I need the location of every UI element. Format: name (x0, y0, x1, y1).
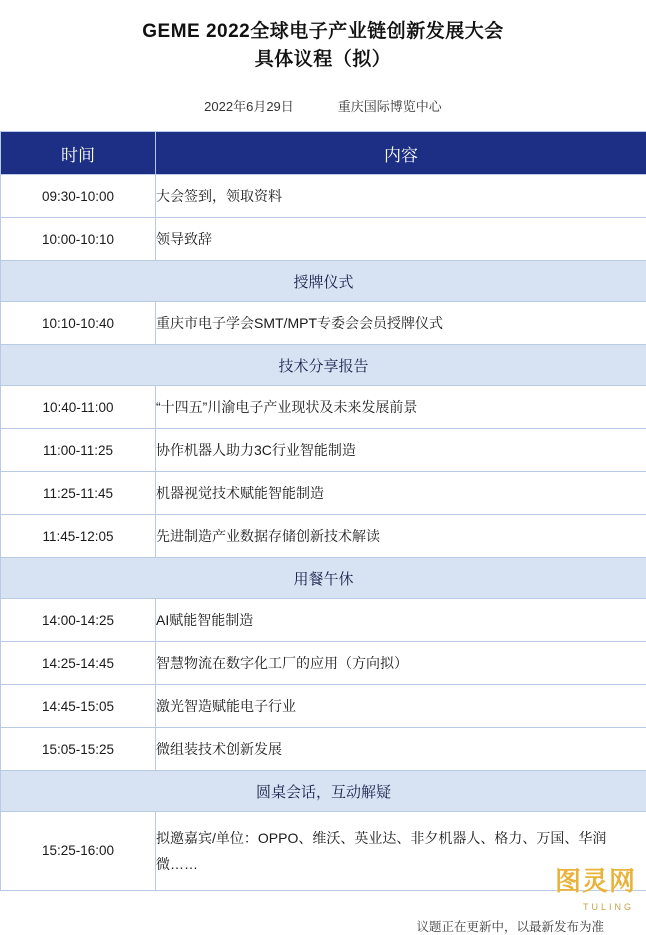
table-row (1, 642, 646, 685)
row-time: 11:25-11:45 (1, 472, 156, 515)
table-row (1, 812, 646, 891)
table-body (1, 175, 646, 891)
table-row (1, 218, 646, 261)
row-content: 协作机器人助力3C行业智能制造 (156, 429, 646, 472)
row-time: 09:30-10:00 (1, 175, 156, 218)
row-content: 大会签到，领取资料 (156, 175, 646, 218)
row-content: 先进制造产业数据存储创新技术解读 (156, 515, 646, 558)
row-time: 15:05-15:25 (1, 728, 156, 771)
agenda-table (0, 131, 646, 891)
row-time: 14:45-15:05 (1, 685, 156, 728)
section-row (1, 558, 646, 599)
event-date: 2022年6月29日 (204, 96, 294, 115)
row-content: 重庆市电子学会SMT/MPT专委会会员授牌仪式 (156, 302, 646, 345)
section-row (1, 771, 646, 812)
row-content: 激光智造赋能电子行业 (156, 685, 646, 728)
row-content: 拟邀嘉宾/单位：OPPO、维沃、英业达、非夕机器人、格力、万国、华润微…… (156, 812, 646, 891)
table-row (1, 599, 646, 642)
row-time: 14:25-14:45 (1, 642, 156, 685)
column-header-time: 时间 (1, 132, 156, 175)
footer-note: 议题正在更新中，以最新发布为准 (0, 917, 646, 935)
watermark-subtext: TULING (583, 902, 634, 912)
table-row (1, 472, 646, 515)
row-content: 微组装技术创新发展 (156, 728, 646, 771)
row-time: 15:25-16:00 (1, 812, 156, 891)
section-title: 圆桌会话，互动解疑 (1, 771, 646, 812)
table-row (1, 386, 646, 429)
row-time: 14:00-14:25 (1, 599, 156, 642)
section-title: 授牌仪式 (1, 261, 646, 302)
table-row (1, 429, 646, 472)
table-row (1, 515, 646, 558)
table-header (1, 132, 646, 175)
table-header-row (1, 132, 646, 175)
row-time: 11:45-12:05 (1, 515, 156, 558)
column-header-content: 内容 (156, 132, 646, 175)
row-content: 机器视觉技术赋能智能制造 (156, 472, 646, 515)
table-row (1, 175, 646, 218)
watermark-text: 图灵网 (555, 861, 636, 898)
table-row (1, 728, 646, 771)
row-content: 领导致辞 (156, 218, 646, 261)
event-meta (30, 96, 616, 115)
page-title-line1: GEME 2022全球电子产业链创新发展大会 (30, 18, 616, 46)
event-venue: 重庆国际博览中心 (338, 96, 442, 115)
section-title: 技术分享报告 (1, 345, 646, 386)
row-content: “十四五”川渝电子产业现状及未来发展前景 (156, 386, 646, 429)
row-time: 10:10-10:40 (1, 302, 156, 345)
row-content: 智慧物流在数字化工厂的应用（方向拟） (156, 642, 646, 685)
section-row (1, 261, 646, 302)
table-row (1, 685, 646, 728)
document-header (0, 0, 646, 115)
section-row (1, 345, 646, 386)
table-row (1, 302, 646, 345)
row-time: 11:00-11:25 (1, 429, 156, 472)
section-title: 用餐午休 (1, 558, 646, 599)
row-content: AI赋能智能制造 (156, 599, 646, 642)
row-time: 10:00-10:10 (1, 218, 156, 261)
row-time: 10:40-11:00 (1, 386, 156, 429)
page-title-line2: 具体议程（拟） (30, 46, 616, 74)
